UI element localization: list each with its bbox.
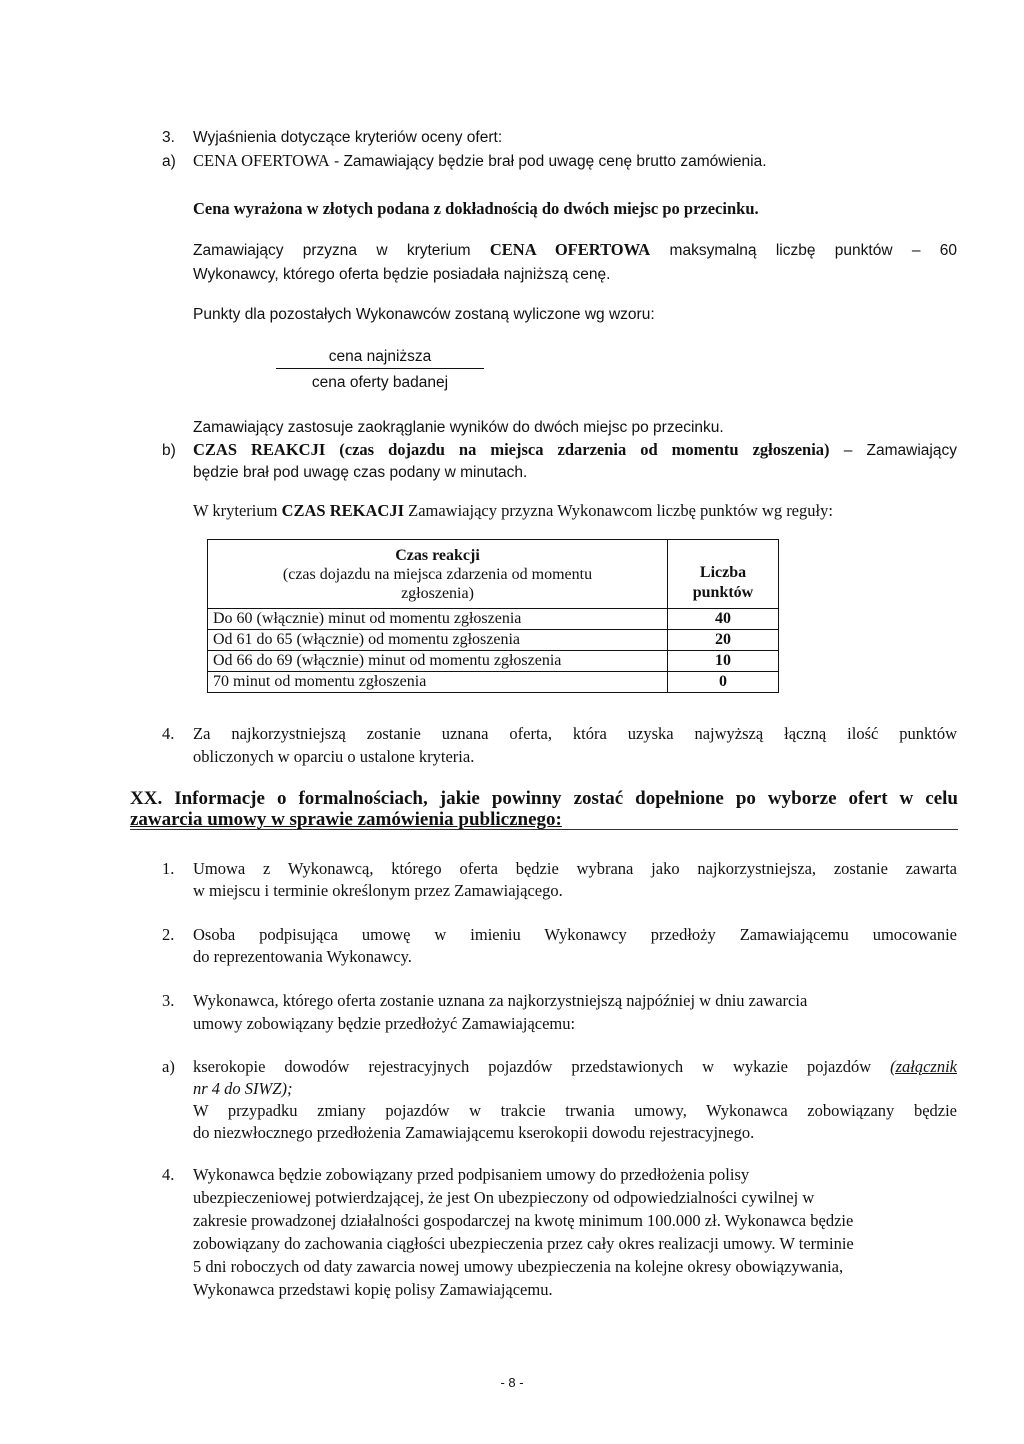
item-4-line3: zakresie prowadzonej działalności gospodarczej na kwotę minimum 100.000 zł. Wykonawca będzie bbox=[193, 1211, 854, 1230]
formula-numerator: cena najniższa bbox=[276, 347, 484, 369]
price-max-points-line2: Wykonawcy, którego oferta będzie posiadała najniższą cenę. bbox=[193, 266, 611, 283]
item-4-line4: zobowiązany do zachowania ciągłości ubezpieczenia przez cały okres realizacji umowy. W terminie bbox=[193, 1234, 854, 1253]
table-row bbox=[208, 651, 779, 672]
table-header-row bbox=[208, 540, 779, 609]
item-3a-line4: do niezwłocznego przedłożenia Zamawiającemu kserokopii dowodu rejestracyjnego. bbox=[193, 1123, 755, 1142]
item-4-line1: Wykonawca będzie zobowiązany przed podpisaniem umowy do przedłożenia polisy bbox=[193, 1165, 750, 1184]
heading-divider bbox=[130, 829, 958, 830]
criterion-a-description: - Zamawiający będzie brał pod uwagę cenę brutto zamówienia. bbox=[329, 153, 767, 170]
item-2-line1: Osoba podpisująca umowę w imieniu Wykonawcy przedłoży Zamawiającemu umocowanie bbox=[193, 925, 957, 944]
attachment-reference: (załącznik bbox=[890, 1057, 957, 1076]
price-formula bbox=[276, 347, 484, 393]
item-3a-line1: kserokopie dowodów rejestracyjnych pojazdów przedstawionych w wykazie pojazdów (załącznik bbox=[193, 1057, 957, 1076]
price-precision-note: Cena wyrażona w złotych podana z dokładnością do dwóch miejsc po przecinku. bbox=[193, 199, 759, 218]
page-number: - 8 - bbox=[500, 1375, 524, 1390]
section-3-number: 3. bbox=[162, 129, 175, 146]
row-label: Do 60 (włącznie) minut od momentu zgłoszenia bbox=[208, 609, 668, 630]
item-1-line1: Umowa z Wykonawcą, którego oferta będzie wybrana jako najkorzystniejsza, zostanie zawarta bbox=[193, 859, 957, 878]
row-points: 20 bbox=[668, 630, 779, 651]
price-criterion-name: CENA OFERTOWA bbox=[489, 240, 651, 259]
item-4-line2: ubezpieczeniowej potwierdzającej, że jest On ubezpieczony od odpowiedzialności cywilnej w bbox=[193, 1188, 815, 1207]
section-xx-heading-line1: XX. Informacje o formalnościach, jakie powinny zostać dopełnione po wyborze ofert w celu bbox=[130, 788, 958, 809]
reaction-time-rule: W kryterium CZAS REKACJI Zamawiający przyzna Wykonawcom liczbę punktów wg reguły: bbox=[193, 501, 833, 520]
criterion-b-line1: CZAS REAKCJI (czas dojazdu na miejsca zdarzenia od momentu zgłoszenia) – Zamawiający bbox=[193, 440, 957, 459]
item-1-number: 1. bbox=[162, 859, 175, 878]
item-3-line2: umowy zobowiązany będzie przedłożyć Zamawiającemu: bbox=[193, 1014, 576, 1033]
price-max-points-line1: Zamawiający przyzna w kryterium CENA OFERTOWA maksymalną liczbę punktów – 60 bbox=[193, 240, 957, 259]
table-row bbox=[208, 672, 779, 693]
item-2-number: 2. bbox=[162, 925, 175, 944]
table-row bbox=[208, 609, 779, 630]
header-points: Liczba punktów bbox=[668, 540, 779, 609]
row-points: 0 bbox=[668, 672, 779, 693]
points-formula-intro: Punkty dla pozostałych Wykonawców zostaną wyliczone wg wzoru: bbox=[193, 306, 655, 323]
row-points: 40 bbox=[668, 609, 779, 630]
rounding-note: Zamawiający zastosuje zaokrąglanie wyników do dwóch miejsc po przecinku. bbox=[193, 419, 724, 436]
item-3-line1: Wykonawca, którego oferta zostanie uznana za najkorzystniejszą najpóźniej w dniu zawarcia bbox=[193, 991, 808, 1010]
item-4-number: 4. bbox=[162, 1165, 175, 1184]
row-points: 10 bbox=[668, 651, 779, 672]
section-4-line1: Za najkorzystniejszą zostanie uznana oferta, która uzyska najwyższą łączną ilość punktów bbox=[193, 724, 957, 743]
item-1-line2: w miejscu i terminie określonym przez Zamawiającego. bbox=[193, 881, 563, 900]
criterion-a-name: CENA OFERTOWA bbox=[193, 151, 330, 170]
item-3a-label: a) bbox=[162, 1057, 175, 1076]
item-4-line6: Wykonawca przedstawi kopię polisy Zamawiającemu. bbox=[193, 1280, 553, 1299]
item-3-number: 3. bbox=[162, 991, 175, 1010]
formula-denominator: cena oferty badanej bbox=[311, 374, 449, 391]
row-label: Od 66 do 69 (włącznie) minut od momentu zgłoszenia bbox=[208, 651, 668, 672]
criterion-b-line2: będzie brał pod uwagę czas podany w minutach. bbox=[193, 464, 528, 481]
row-label: 70 minut od momentu zgłoszenia bbox=[208, 672, 668, 693]
item-3a-line2: nr 4 do SIWZ); bbox=[193, 1079, 293, 1098]
section-4-line2: obliczonych w oparciu o ustalone kryteria. bbox=[193, 747, 475, 766]
header-reaction-time: Czas reakcji (czas dojazdu na miejsca zdarzenia od momentu zgłoszenia) bbox=[208, 540, 668, 609]
section-3-title: Wyjaśnienia dotyczące kryteriów oceny ofert: bbox=[193, 129, 503, 146]
criterion-a-label: a) bbox=[162, 153, 176, 170]
section-4-number: 4. bbox=[162, 724, 175, 743]
row-label: Od 61 do 65 (włącznie) od momentu zgłoszenia bbox=[208, 630, 668, 651]
item-3a-line3: W przypadku zmiany pojazdów w trakcie trwania umowy, Wykonawca zobowiązany będzie bbox=[193, 1101, 957, 1120]
section-xx-heading-line2: zawarcia umowy w sprawie zamówienia publicznego: bbox=[130, 809, 562, 830]
reaction-criterion-name: CZAS REKACJI bbox=[281, 501, 404, 520]
item-4-line5: 5 dni roboczych od daty zawarcia nowej umowy ubezpieczenia na kolejne okresy obowiązywania, bbox=[193, 1257, 844, 1276]
criterion-b-name: CZAS REAKCJI (czas dojazdu na miejsca zdarzenia od momentu zgłoszenia) bbox=[193, 440, 830, 459]
table-row bbox=[208, 630, 779, 651]
criterion-b-label: b) bbox=[162, 442, 176, 459]
criterion-a-text bbox=[193, 151, 767, 172]
item-2-line2: do reprezentowania Wykonawcy. bbox=[193, 947, 412, 966]
reaction-time-points-table bbox=[207, 539, 779, 693]
